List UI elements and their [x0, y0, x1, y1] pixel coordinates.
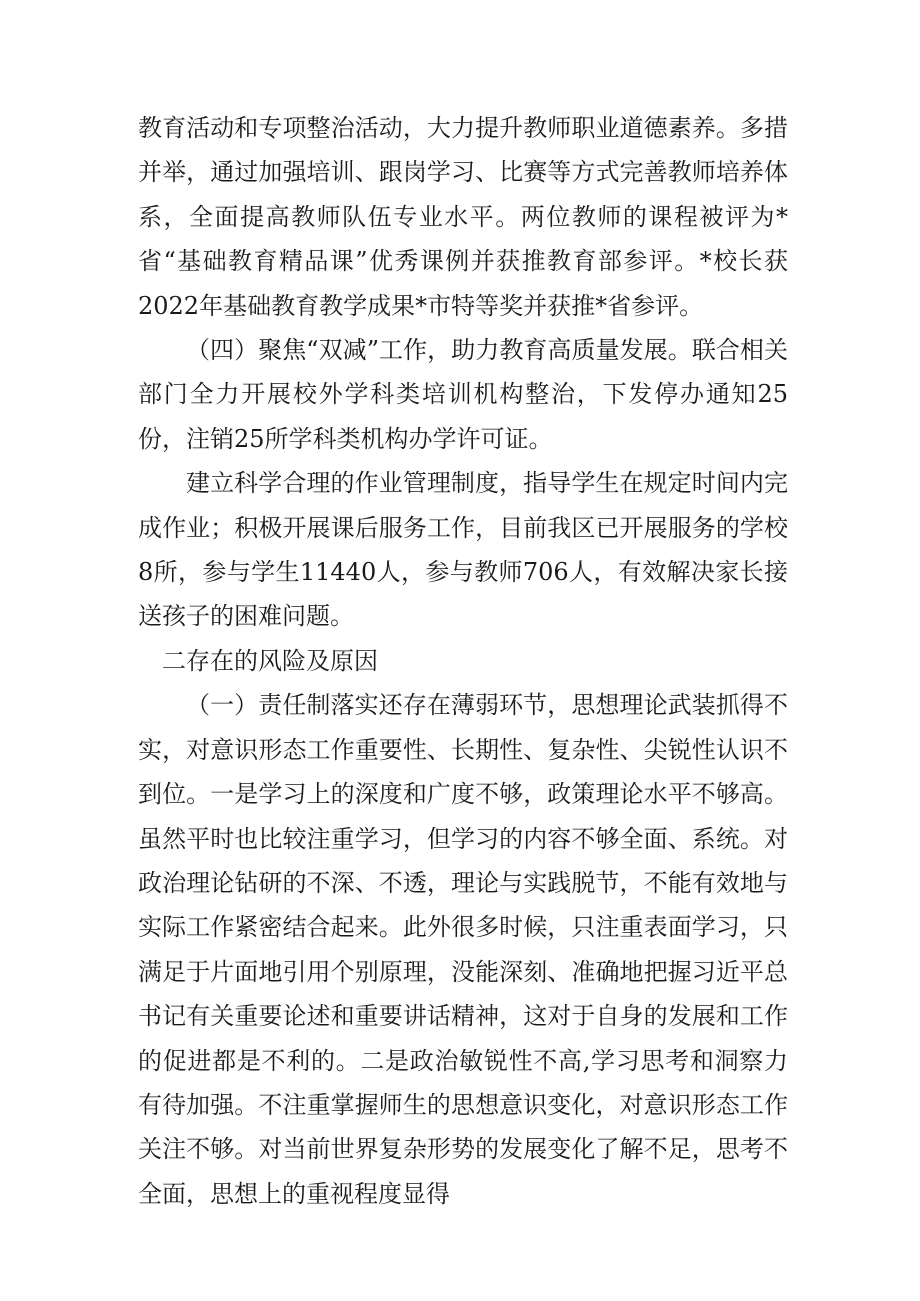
section-heading-risks: 二存在的风险及原因: [162, 646, 378, 675]
document-body: [138, 106, 788, 1216]
paragraph-teacher-training: 教育活动和专项整治活动，大力提升教师职业道德素养。多措并举，通过加强培训、跟岗学习、比赛等方式完善教师培养体系，全面提高教师队伍专业水平。两位教师的课程被评为*省“基础教育精品课”优秀课例并获推教育部参评。*校长获2022年基础教育教学成果*市特等奖并获推*省参评。: [138, 114, 788, 320]
paragraph-responsibility-system: （一）责任制落实还存在薄弱环节，思想理论武装抓得不实，对意识形态工作重要性、长期性、复杂性、尖锐性认识不到位。一是学习上的深度和广度不够，政策理论水平不够高。虽然平时也比较注重学习，但学习的内容不够全面、系统。对政治理论钻研的不深、不透，理论与实践脱节，不能有效地与实际工作紧密结合起来。此外很多时候，只注重表面学习，只满足于片面地引用个别原理，没能深刻、准确地把握习近平总书记有关重要论述和重要讲话精神，这对于自身的发展和工作的促进都是不利的。二是政治敏锐性不高,学习思考和洞察力有待加强。不注重掌握师生的思想意识变化，对意识形态工作关注不够。对当前世界复杂形势的发展变化了解不足，思考不全面，思想上的重视程度显得: [138, 691, 788, 1208]
paragraph-homework-management: 建立科学合理的作业管理制度，指导学生在规定时间内完成作业；积极开展课后服务工作，目前我区已开展服务的学校8所，参与学生11440人，参与教师706人，有效解决家长接送孩子的困难问题。: [138, 469, 788, 631]
paragraph-double-reduction: （四）聚焦“双减”工作，助力教育高质量发展。联合相关部门全力开展校外学科类培训机构整治，下发停办通知25份，注销25所学科类机构办学许可证。: [138, 336, 788, 453]
